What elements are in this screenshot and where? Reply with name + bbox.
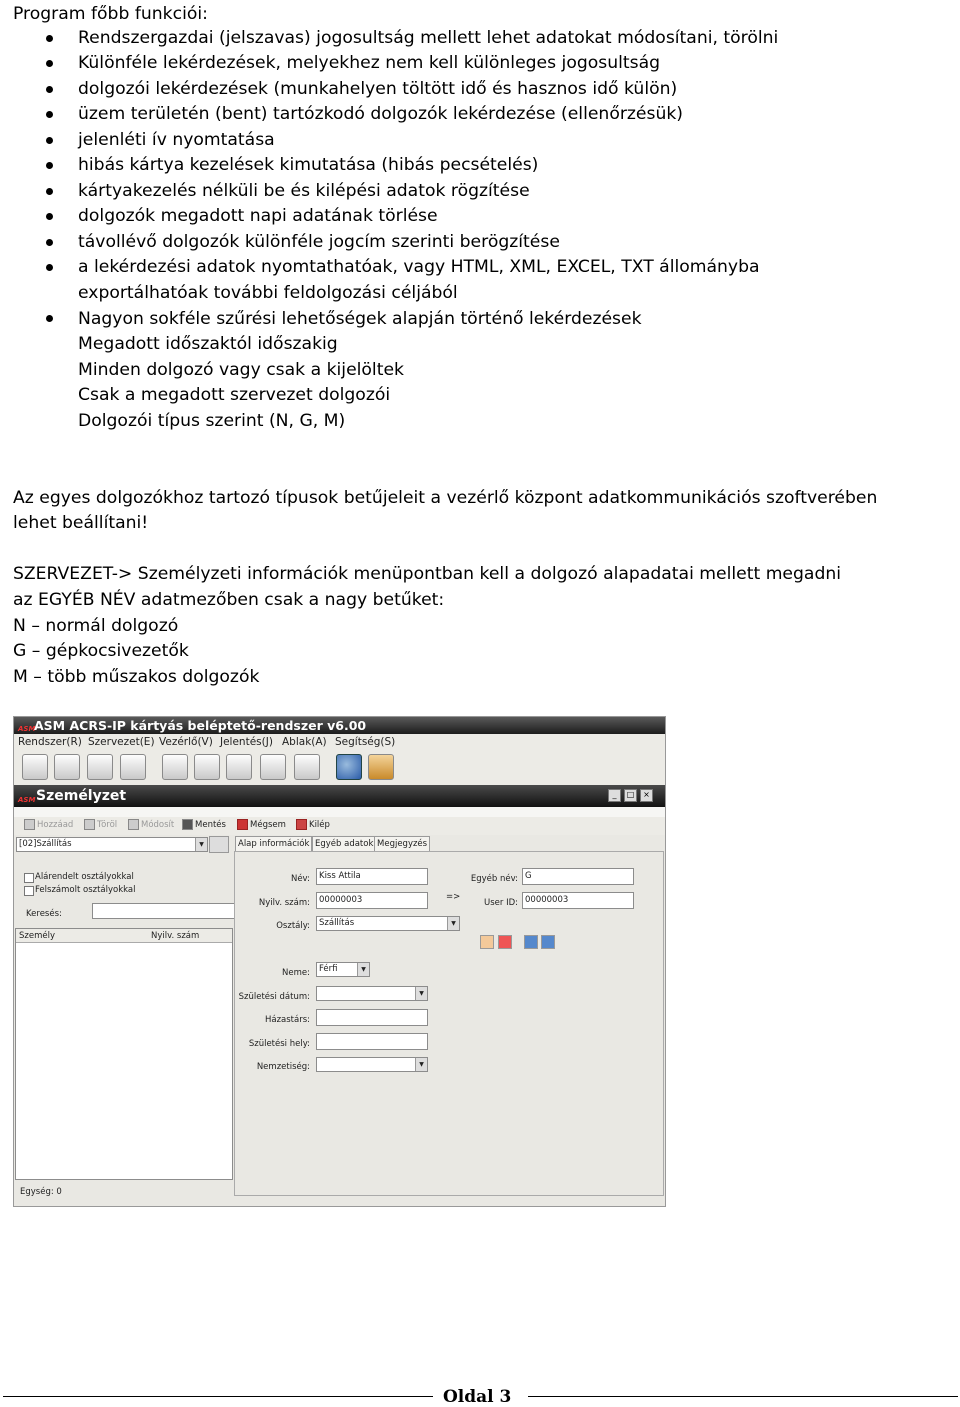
controller-icon[interactable] (162, 754, 188, 780)
bullet-item: a lekérdezési adatok nyomtathatóak, vagy HTML, XML, EXCEL, TXT állományba (78, 257, 760, 277)
window-icon[interactable] (294, 754, 320, 780)
tab-other-data[interactable]: Egyéb adatok (312, 836, 376, 852)
app-logo: ASM (18, 725, 36, 733)
column-header-number[interactable]: Nyilv. szám (151, 931, 200, 941)
menu-item-ablak[interactable]: Ablak(A) (282, 736, 327, 748)
exit-button[interactable] (296, 817, 330, 833)
sub-item: Minden dolgozó vagy csak a kijelöltek (78, 360, 404, 380)
bullet-item: kártyakezelés nélküli be és kilépési adatok rögzítése (78, 181, 530, 201)
birth-place-label: Születési hely: (248, 1039, 310, 1049)
organization-icon[interactable] (54, 754, 80, 780)
bullet-item: Különféle lekérdezések, melyekhez nem kell különleges jogosultság (78, 53, 661, 73)
page-number: Oldal 3 (443, 1387, 512, 1407)
sub-item: Megadott időszaktól időszakig (78, 334, 338, 354)
tab-basic-info[interactable]: Alap információk (235, 836, 312, 852)
spouse-label: Házastárs: (264, 1015, 310, 1025)
reg-number-field[interactable]: 00000003 (316, 892, 428, 909)
bullet-item: dolgozók megadott napi adatának törlése (78, 206, 438, 226)
subordinate-label: Alárendelt osztályokkal (35, 872, 134, 882)
main-toolbar (14, 751, 665, 786)
subordinate-checkbox[interactable] (24, 873, 34, 883)
chevron-down-icon: ▼ (415, 987, 427, 1000)
department-select[interactable] (316, 916, 460, 931)
remove-icon[interactable] (498, 935, 512, 949)
menu-item-segitseg[interactable]: Segítség(S) (335, 736, 396, 748)
type-line: M – több műszakos dolgozók (13, 667, 260, 687)
menu-item-jelentes[interactable]: Jelentés(J) (220, 736, 273, 748)
add-button[interactable] (24, 817, 73, 833)
bullet-dot (46, 111, 53, 118)
exit-label: Kilép (309, 820, 330, 830)
other-name-label: Egyéb név: (470, 874, 518, 884)
name-label: Név: (290, 874, 310, 884)
gender-label: Neme: (282, 968, 310, 978)
gender-select[interactable] (316, 962, 370, 977)
name-field[interactable]: Kiss Attila (316, 868, 428, 885)
modify-button[interactable] (128, 817, 174, 833)
bullet-item: dolgozói lekérdezések (munkahelyen töltött idő és hasznos idő külön) (78, 79, 678, 99)
cancel-button[interactable] (237, 817, 286, 833)
app-logo: ASM (18, 796, 36, 804)
maximize-button[interactable]: □ (624, 789, 637, 802)
menu-item-rendszer[interactable]: Rendszer(R) (18, 736, 82, 748)
bullet-dot (46, 137, 53, 144)
bullet-item: Nagyon sokféle szűrési lehetőségek alapján történő lekérdezések (78, 309, 642, 329)
paragraph-line: SZERVEZET-> Személyzeti információk menüpontban kell a dolgozó alapadatai mellett megadni (13, 564, 842, 584)
bullet-dot (46, 315, 53, 322)
network-icon[interactable] (22, 754, 48, 780)
birth-date-label: Születési dátum: (238, 992, 310, 1002)
bullet-continuation: exportálhatóak további feldolgozási céljából (78, 283, 458, 303)
app-titlebar (14, 717, 665, 734)
report-icon[interactable] (226, 754, 252, 780)
save-label: Mentés (195, 820, 226, 830)
closed-units-checkbox[interactable] (24, 886, 34, 896)
reg-number-label: Nyilv. szám: (258, 898, 310, 908)
type-line: N – normál dolgozó (13, 616, 179, 636)
tab-notes[interactable]: Megjegyzés (374, 836, 430, 852)
menu-item-vezerlo[interactable]: Vezérlő(V) (159, 736, 213, 748)
closed-units-label: Felszámolt osztályokkal (35, 885, 136, 895)
bullet-dot (46, 188, 53, 195)
bullet-dot (46, 162, 53, 169)
bullet-item: távollévő dolgozók különféle jogcím szerinti berögzítése (78, 232, 560, 252)
org-select[interactable] (16, 837, 208, 852)
move-icon[interactable] (524, 935, 538, 949)
column-header-person[interactable]: Személy (19, 931, 55, 941)
exit-icon[interactable] (368, 754, 394, 780)
save-icon (182, 819, 193, 830)
org-select-value: [02]Szállítás (19, 839, 72, 849)
add-icon (24, 819, 35, 830)
list-header (16, 929, 232, 943)
delete-icon (84, 819, 95, 830)
users-icon[interactable] (194, 754, 220, 780)
bullet-item: Rendszergazdai (jelszavas) jogosultság mellett lehet adatokat módosítani, törölni (78, 28, 779, 48)
personnel-list[interactable] (15, 928, 233, 1180)
person-icon[interactable] (480, 935, 494, 949)
minimize-button[interactable]: _ (608, 789, 621, 802)
chevron-down-icon: ▼ (195, 838, 207, 851)
sub-item: Csak a megadott szervezet dolgozói (78, 385, 391, 405)
arrow-label: => (446, 892, 461, 902)
bullet-dot (46, 86, 53, 93)
child-window-title: Személyzet (36, 788, 127, 804)
bullet-item: hibás kártya kezelések kimutatása (hibás pecsételés) (78, 155, 539, 175)
computer-icon[interactable] (260, 754, 286, 780)
delete-button[interactable] (84, 817, 117, 833)
edit-icon[interactable] (120, 754, 146, 780)
department-label: Osztály: (276, 921, 310, 931)
nationality-label: Nemzetiség: (256, 1062, 310, 1072)
chevron-down-icon: ▼ (415, 1058, 427, 1071)
app-window-screenshot (13, 716, 666, 1207)
gender-value: Férfi (319, 964, 338, 974)
paragraph-line: lehet beállítani! (13, 513, 149, 533)
save-button[interactable] (182, 817, 226, 833)
user-id-label: User ID: (484, 898, 518, 908)
spacer (14, 807, 665, 817)
bullet-dot (46, 213, 53, 220)
type-line: G – gépkocsivezetők (13, 641, 189, 661)
sub-item: Dolgozói típus szerint (N, G, M) (78, 411, 346, 431)
tree-icon[interactable] (209, 836, 229, 853)
nationality-select[interactable] (316, 1057, 428, 1072)
paragraph-line: Az egyes dolgozókhoz tartozó típusok betűjeleit a vezérlő központ adatkommunikációs szoftverében (13, 488, 878, 508)
help-icon[interactable] (336, 754, 362, 780)
heading: Program főbb funkciói: (13, 4, 208, 24)
chevron-down-icon: ▼ (447, 917, 459, 930)
menu-bar (14, 734, 665, 751)
child-window-titlebar (14, 785, 665, 807)
bullet-dot (46, 60, 53, 67)
birth-date-select[interactable] (316, 986, 428, 1001)
footer-rule-left (3, 1396, 433, 1397)
exit-icon (296, 819, 307, 830)
other-name-field[interactable]: G (522, 868, 634, 885)
bullet-dot (46, 264, 53, 271)
close-button[interactable]: × (640, 789, 653, 802)
record-toolbar (14, 817, 665, 835)
spouse-field[interactable] (316, 1009, 428, 1026)
modify-label: Módosít (141, 820, 175, 830)
footer-rule-right (528, 1396, 958, 1397)
chevron-down-icon: ▼ (357, 963, 369, 976)
cancel-icon (237, 819, 248, 830)
personnel-icon[interactable] (87, 754, 113, 780)
search-label: Keresés: (26, 909, 62, 919)
bullet-item: jelenléti ív nyomtatása (78, 130, 275, 150)
birth-place-field[interactable] (316, 1033, 428, 1050)
bullet-dot (46, 239, 53, 246)
status-bar: Egység: 0 (20, 1187, 62, 1197)
search-input[interactable] (92, 903, 236, 919)
paragraph-line: az EGYÉB NÉV adatmezőben csak a nagy betűket: (13, 590, 445, 610)
expand-icon[interactable] (541, 935, 555, 949)
modify-icon (128, 819, 139, 830)
bullet-item: üzem területén (bent) tartózkodó dolgozók lekérdezése (ellenőrzésük) (78, 104, 684, 124)
user-id-field[interactable]: 00000003 (522, 892, 634, 909)
department-value: Szállítás (319, 918, 355, 928)
app-title: ASM ACRS-IP kártyás beléptető-rendszer v6.00 (34, 718, 367, 733)
cancel-label: Mégsem (250, 820, 286, 830)
bullet-dot (46, 35, 53, 42)
add-label: Hozzáad (37, 820, 74, 830)
delete-label: Töröl (97, 820, 118, 830)
menu-item-szervezet[interactable]: Szervezet(E) (88, 736, 155, 748)
